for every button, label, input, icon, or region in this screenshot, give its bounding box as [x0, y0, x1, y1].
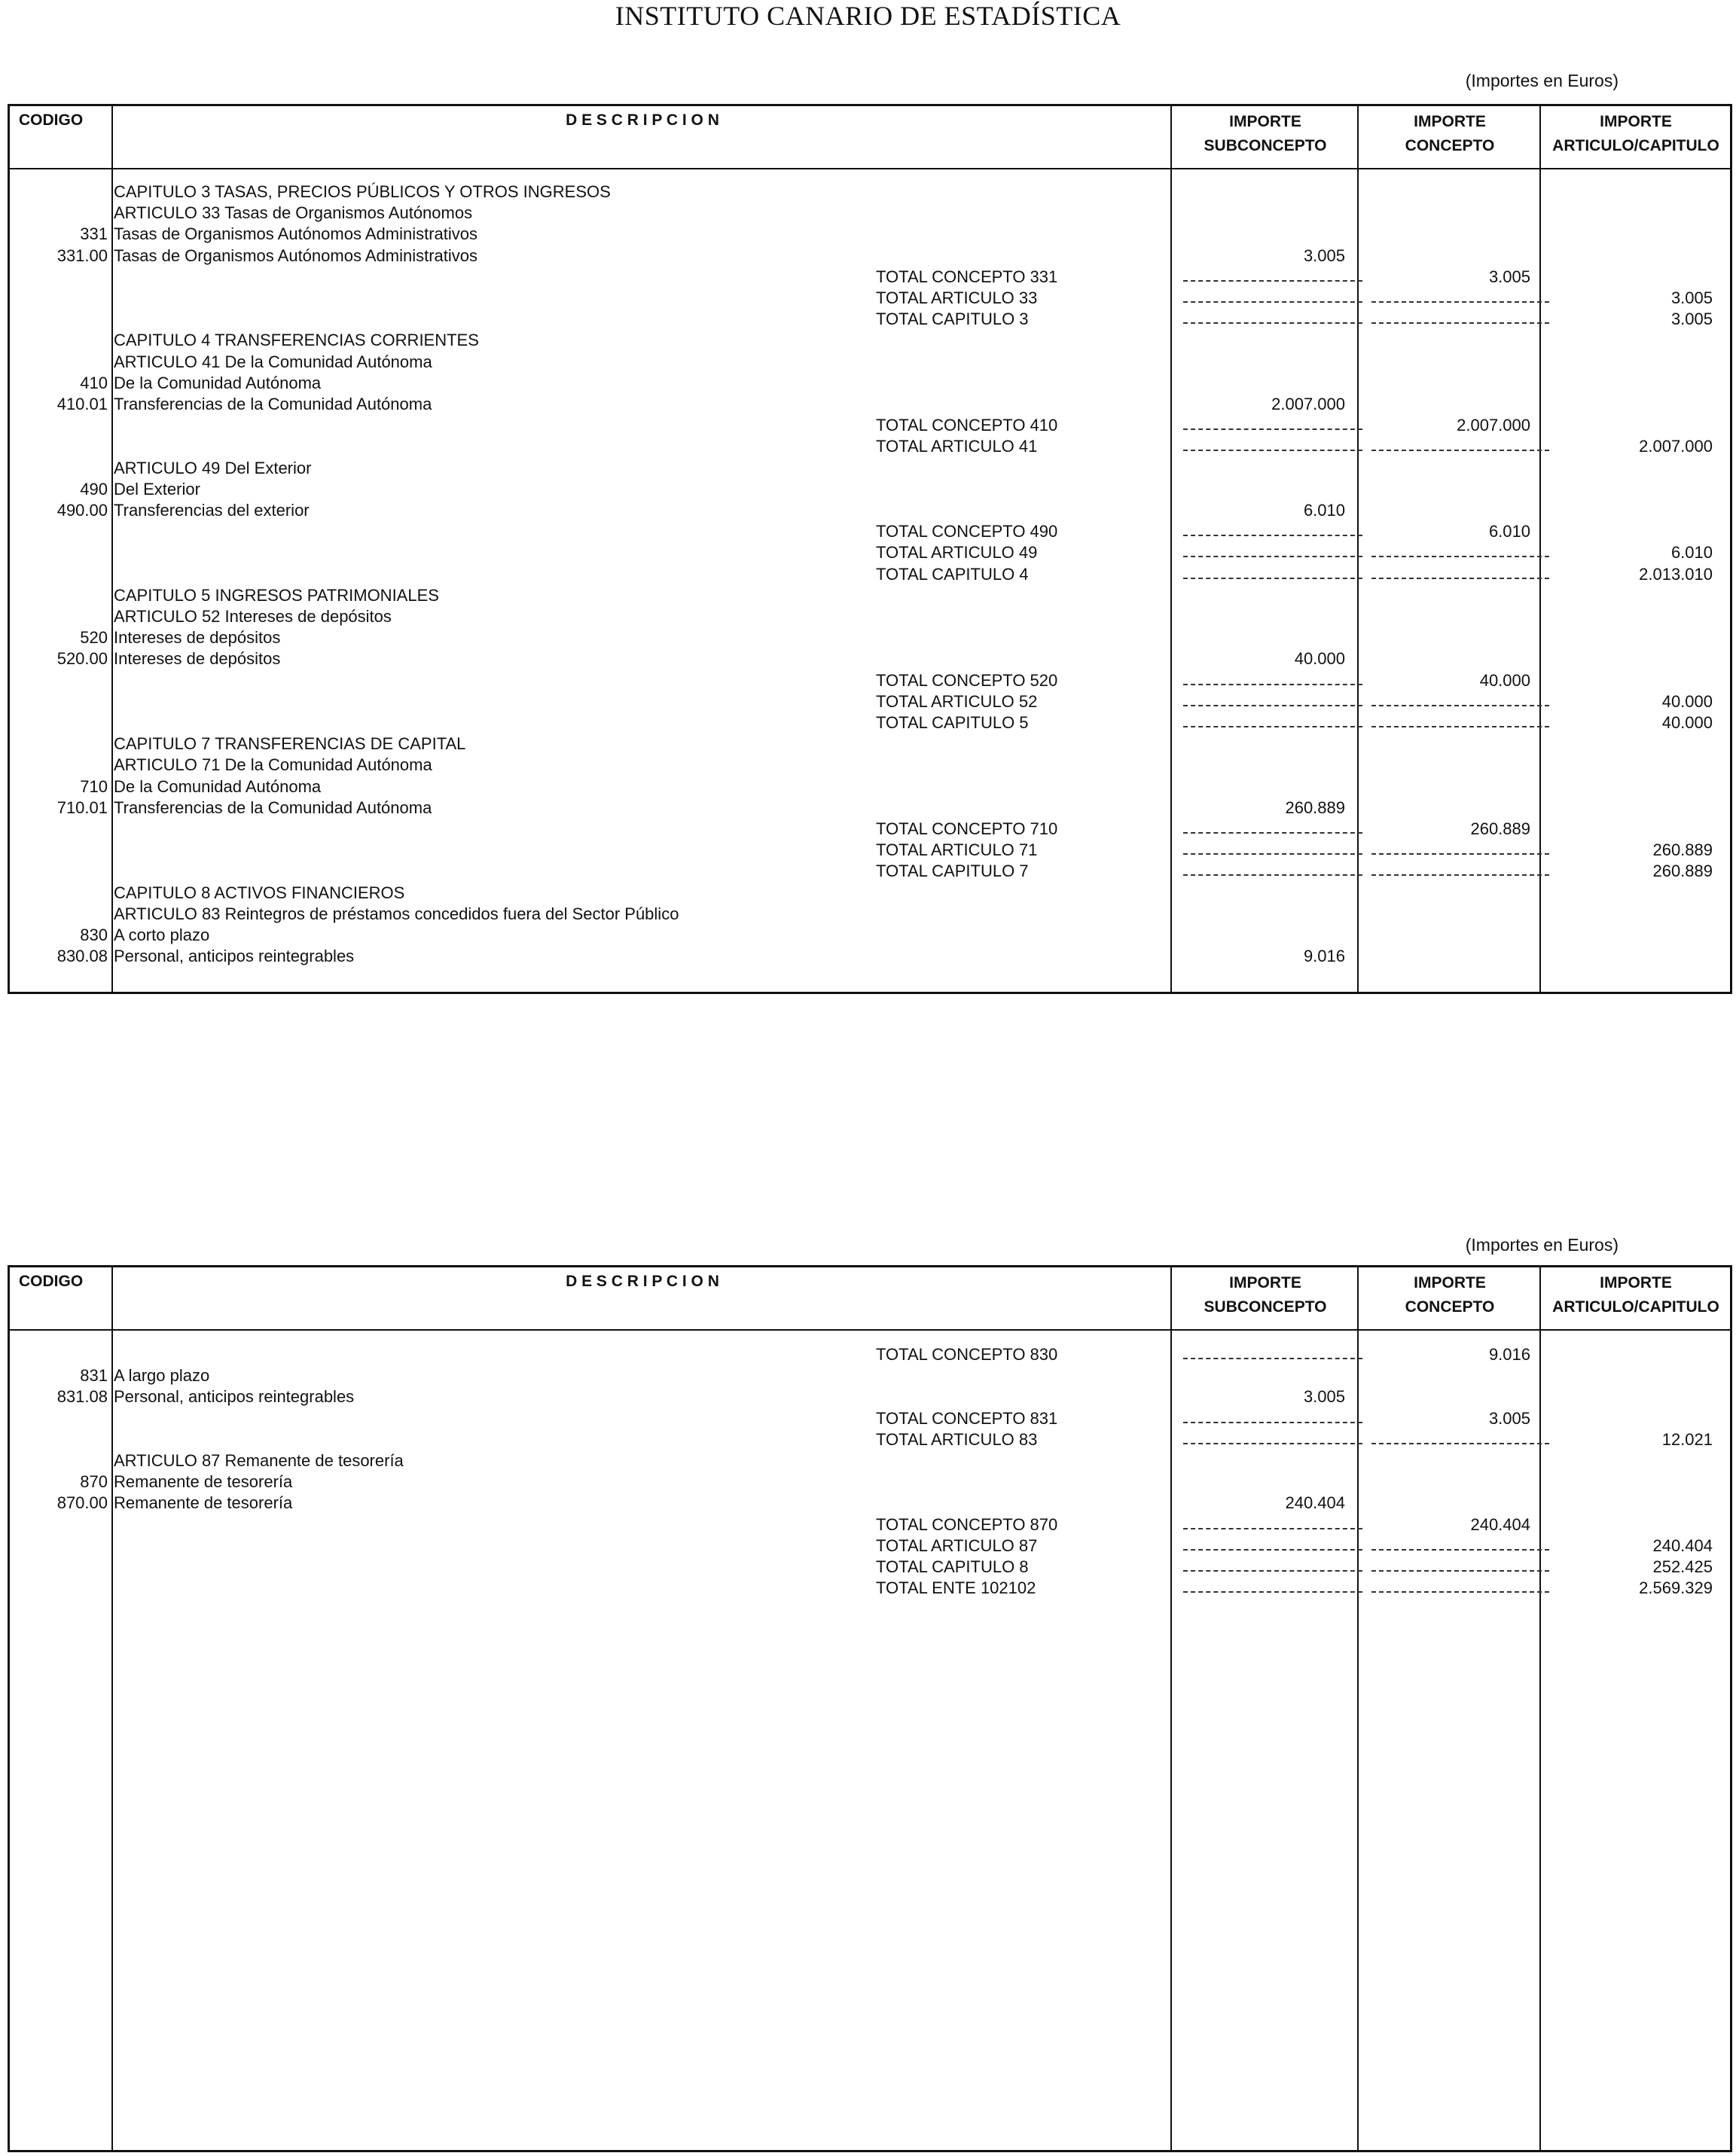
row-code: 410.01	[56, 395, 108, 413]
row-code: 410	[80, 373, 108, 392]
dashed-leader	[1183, 1422, 1362, 1423]
row-description: A largo plazo	[114, 1366, 210, 1386]
dashed-leader	[1183, 684, 1362, 685]
table-row	[10, 1514, 1730, 1535]
table-row	[10, 925, 1730, 946]
dashed-leader	[1183, 832, 1362, 834]
dashed-leader	[1371, 874, 1549, 876]
row-total-label: TOTAL CAPITULO 3	[876, 310, 1029, 329]
table-row	[10, 840, 1730, 861]
budget-table-1	[8, 104, 1732, 994]
table-row	[10, 245, 1730, 267]
row-description: ARTICULO 83 Reintegros de préstamos concedidos fuera del Sector Público	[114, 904, 679, 923]
table-row	[10, 797, 1730, 819]
row-description: Transferencias de la Comunidad Autónoma	[114, 395, 432, 413]
table-row	[10, 712, 1730, 733]
row-description: Tasas de Organismos Autónomos Administrativos	[114, 245, 478, 265]
header-divider	[10, 168, 1730, 169]
dashed-leader	[1183, 1443, 1362, 1444]
row-importe-concepto: 260.889	[1470, 819, 1530, 838]
row-description: Personal, anticipos reintegrables	[114, 1387, 355, 1407]
row-code: 710.01	[56, 797, 108, 817]
table-row	[10, 1408, 1730, 1429]
table-row	[10, 904, 1730, 925]
table-row	[10, 1450, 1730, 1471]
table-row	[10, 330, 1730, 351]
table-row	[10, 606, 1730, 627]
row-importe-concepto: 40.000	[1479, 670, 1530, 690]
header-codigo: CODIGO	[19, 111, 84, 129]
table-row	[10, 542, 1730, 563]
row-description: De la Comunidad Autónoma	[114, 776, 322, 796]
row-importe-concepto: 3.005	[1488, 267, 1530, 286]
table-row	[10, 373, 1730, 394]
row-code: 870	[80, 1472, 108, 1492]
dashed-leader	[1183, 1570, 1362, 1572]
row-code: 520.00	[56, 649, 108, 669]
table-row	[10, 1557, 1730, 1578]
row-code: 831.08	[56, 1387, 108, 1407]
table-row	[10, 479, 1730, 500]
row-importe-subconcepto: 2.007.000	[1271, 395, 1345, 413]
row-description: CAPITULO 5 INGRESOS PATRIMONIALES	[114, 585, 439, 605]
table-row	[10, 352, 1730, 373]
row-total-label: TOTAL ARTICULO 41	[876, 437, 1038, 456]
row-total-label: TOTAL CONCEPTO 331	[876, 267, 1058, 286]
row-importe-subconcepto: 240.404	[1285, 1493, 1345, 1513]
dashed-leader	[1371, 450, 1549, 451]
dashed-leader	[1183, 1528, 1362, 1529]
header-importe-concepto: IMPORTE	[1414, 1274, 1486, 1291]
row-description: ARTICULO 33 Tasas de Organismos Autónomos	[114, 203, 473, 223]
dashed-leader	[1371, 726, 1549, 727]
row-description: CAPITULO 8 ACTIVOS FINANCIEROS	[114, 883, 405, 902]
row-description: Intereses de depósitos	[114, 649, 281, 669]
table-row	[10, 309, 1730, 330]
dashed-leader	[1183, 556, 1362, 557]
row-code: 331	[80, 224, 108, 244]
dashed-leader	[1183, 1591, 1362, 1593]
dashed-leader	[1183, 1358, 1362, 1359]
row-code: 331.00	[56, 245, 108, 265]
row-importe-concepto: 2.007.000	[1457, 416, 1530, 435]
row-description: CAPITULO 4 TRANSFERENCIAS CORRIENTES	[114, 331, 479, 350]
table-row	[10, 819, 1730, 840]
row-importe-subconcepto: 40.000	[1294, 649, 1345, 669]
row-description: Personal, anticipos reintegrables	[114, 947, 355, 966]
row-importe-subconcepto: 6.010	[1303, 501, 1345, 520]
row-description: Del Exterior	[114, 479, 200, 499]
dashed-leader	[1183, 450, 1362, 451]
row-code: 710	[80, 776, 108, 796]
row-description: Transferencias del exterior	[114, 501, 310, 520]
row-code: 830.08	[56, 947, 108, 966]
budget-table-2	[8, 1265, 1732, 2152]
row-code: 520	[80, 628, 108, 648]
header-codigo: CODIGO	[19, 1273, 84, 1290]
table-row	[10, 670, 1730, 691]
dashed-leader	[1183, 280, 1362, 282]
header-articulo-capitulo: ARTICULO/CAPITULO	[1552, 1298, 1719, 1316]
row-importe-subconcepto: 3.005	[1303, 245, 1345, 265]
dashed-leader	[1371, 1591, 1549, 1593]
row-importe-concepto: 3.005	[1488, 1408, 1530, 1428]
header-concepto: CONCEPTO	[1405, 137, 1495, 154]
table-row	[10, 564, 1730, 585]
row-description: CAPITULO 3 TASAS, PRECIOS PÚBLICOS Y OTROS INGRESOS	[114, 182, 611, 201]
row-total-label: TOTAL ARTICULO 87	[876, 1535, 1038, 1555]
row-importe-articulo: 2.013.010	[1639, 564, 1713, 584]
row-importe-articulo: 3.005	[1670, 288, 1713, 307]
row-importe-subconcepto: 260.889	[1285, 797, 1345, 817]
dashed-leader	[1371, 1443, 1549, 1444]
table-row	[10, 181, 1730, 203]
table-row	[10, 1535, 1730, 1557]
row-description: ARTICULO 52 Intereses de depósitos	[114, 607, 392, 626]
row-importe-articulo: 6.010	[1670, 543, 1713, 563]
header-subconcepto: SUBCONCEPTO	[1204, 1298, 1327, 1316]
row-total-label: TOTAL CAPITULO 4	[876, 564, 1029, 584]
dashed-leader	[1183, 705, 1362, 706]
dashed-leader	[1371, 578, 1549, 579]
row-description: ARTICULO 71 De la Comunidad Autónoma	[114, 755, 432, 775]
row-importe-subconcepto: 9.016	[1303, 947, 1345, 966]
table-row	[10, 203, 1730, 224]
header-descripcion: D E S C R I P C I O N	[566, 111, 719, 129]
header-importe-articulo: IMPORTE	[1600, 113, 1672, 130]
row-description: Remanente de tesorería	[114, 1493, 293, 1513]
row-total-label: TOTAL CONCEPTO 831	[876, 1408, 1058, 1428]
table-row	[10, 415, 1730, 436]
row-total-label: TOTAL ENTE 102102	[876, 1578, 1036, 1598]
row-description: Intereses de depósitos	[114, 628, 281, 648]
row-total-label: TOTAL ARTICULO 83	[876, 1429, 1038, 1449]
dashed-leader	[1183, 535, 1362, 536]
row-importe-articulo: 240.404	[1652, 1535, 1713, 1555]
row-importe-articulo: 3.005	[1670, 310, 1713, 329]
header-articulo-capitulo: ARTICULO/CAPITULO	[1552, 137, 1719, 154]
row-description: Tasas de Organismos Autónomos Administrativos	[114, 224, 478, 244]
row-total-label: TOTAL ARTICULO 52	[876, 691, 1038, 711]
row-importe-articulo: 12.021	[1661, 1429, 1713, 1449]
row-importe-concepto: 240.404	[1470, 1514, 1530, 1534]
row-code: 490.00	[56, 501, 108, 520]
row-total-label: TOTAL CONCEPTO 830	[876, 1345, 1058, 1364]
row-total-label: TOTAL CONCEPTO 870	[876, 1514, 1058, 1534]
table-row	[10, 1493, 1730, 1514]
row-total-label: TOTAL CAPITULO 5	[876, 713, 1029, 732]
table-row	[10, 861, 1730, 882]
row-importe-articulo: 40.000	[1661, 691, 1713, 711]
table-row	[10, 288, 1730, 309]
header-descripcion: D E S C R I P C I O N	[566, 1273, 719, 1290]
table-row	[10, 500, 1730, 521]
dashed-leader	[1371, 853, 1549, 855]
header-importe-subconcepto: IMPORTE	[1229, 113, 1301, 130]
dashed-leader	[1183, 853, 1362, 855]
header-divider	[10, 1329, 1730, 1331]
table-row	[10, 627, 1730, 648]
row-code: 870.00	[56, 1493, 108, 1513]
dashed-leader	[1371, 301, 1549, 303]
row-code: 490	[80, 479, 108, 499]
table-row	[10, 946, 1730, 967]
table-row	[10, 224, 1730, 245]
unit-note: (Importes en Euros)	[1465, 71, 1619, 90]
row-total-label: TOTAL CAPITULO 7	[876, 861, 1029, 881]
row-description: Remanente de tesorería	[114, 1472, 293, 1492]
row-description: Transferencias de la Comunidad Autónoma	[114, 797, 432, 817]
dashed-leader	[1183, 301, 1362, 303]
table-row	[10, 883, 1730, 904]
table-row	[10, 1578, 1730, 1599]
row-total-label: TOTAL ARTICULO 49	[876, 543, 1038, 563]
dashed-leader	[1371, 556, 1549, 557]
table-row	[10, 394, 1730, 415]
row-code: 831	[80, 1366, 108, 1386]
dashed-leader	[1183, 428, 1362, 430]
table-row	[10, 733, 1730, 755]
dashed-leader	[1371, 1570, 1549, 1572]
table-row	[10, 436, 1730, 457]
table-row	[10, 585, 1730, 606]
row-description: A corto plazo	[114, 926, 210, 944]
header-importe-subconcepto: IMPORTE	[1229, 1274, 1301, 1291]
row-description: ARTICULO 87 Remanente de tesorería	[114, 1451, 404, 1470]
dashed-leader	[1183, 726, 1362, 727]
table-row	[10, 521, 1730, 542]
row-importe-articulo: 252.425	[1652, 1557, 1713, 1576]
table-row	[10, 267, 1730, 288]
dashed-leader	[1371, 705, 1549, 706]
row-description: De la Comunidad Autónoma	[114, 373, 322, 392]
document-title: INSTITUTO CANARIO DE ESTADÍSTICA	[615, 1, 1121, 31]
dashed-leader	[1371, 322, 1549, 324]
row-importe-articulo: 260.889	[1652, 861, 1713, 881]
row-description: ARTICULO 49 Del Exterior	[114, 458, 312, 477]
header-concepto: CONCEPTO	[1405, 1298, 1495, 1316]
row-total-label: TOTAL CONCEPTO 520	[876, 670, 1058, 690]
row-total-label: TOTAL CONCEPTO 490	[876, 522, 1058, 541]
row-code: 830	[80, 926, 108, 944]
row-description: ARTICULO 41 De la Comunidad Autónoma	[114, 352, 432, 371]
table-row	[10, 691, 1730, 712]
row-total-label: TOTAL ARTICULO 71	[876, 840, 1038, 860]
row-total-label: TOTAL CONCEPTO 710	[876, 819, 1058, 838]
table-row	[10, 1429, 1730, 1450]
row-importe-articulo: 40.000	[1661, 713, 1713, 732]
dashed-leader	[1183, 874, 1362, 876]
row-importe-concepto: 6.010	[1488, 522, 1530, 541]
table-row	[10, 1365, 1730, 1386]
table-row	[10, 648, 1730, 669]
table-row	[10, 1386, 1730, 1407]
row-total-label: TOTAL ARTICULO 33	[876, 288, 1038, 307]
unit-note: (Importes en Euros)	[1465, 1235, 1619, 1255]
dashed-leader	[1183, 322, 1362, 324]
row-total-label: TOTAL CAPITULO 8	[876, 1557, 1029, 1576]
row-importe-articulo: 260.889	[1652, 840, 1713, 860]
row-importe-concepto: 9.016	[1488, 1345, 1530, 1364]
dashed-leader	[1183, 1549, 1362, 1551]
row-total-label: TOTAL CONCEPTO 410	[876, 416, 1058, 435]
table-row	[10, 458, 1730, 479]
header-importe-articulo: IMPORTE	[1600, 1274, 1672, 1291]
dashed-leader	[1371, 1549, 1549, 1551]
table-row	[10, 1344, 1730, 1365]
dashed-leader	[1183, 578, 1362, 579]
table-row	[10, 776, 1730, 797]
table-row	[10, 1471, 1730, 1493]
header-importe-concepto: IMPORTE	[1414, 113, 1486, 130]
header-subconcepto: SUBCONCEPTO	[1204, 137, 1327, 154]
row-importe-subconcepto: 3.005	[1303, 1387, 1345, 1407]
table-row	[10, 755, 1730, 776]
row-description: CAPITULO 7 TRANSFERENCIAS DE CAPITAL	[114, 734, 466, 754]
row-importe-articulo: 2.569.329	[1639, 1578, 1713, 1598]
row-importe-articulo: 2.007.000	[1639, 437, 1713, 456]
